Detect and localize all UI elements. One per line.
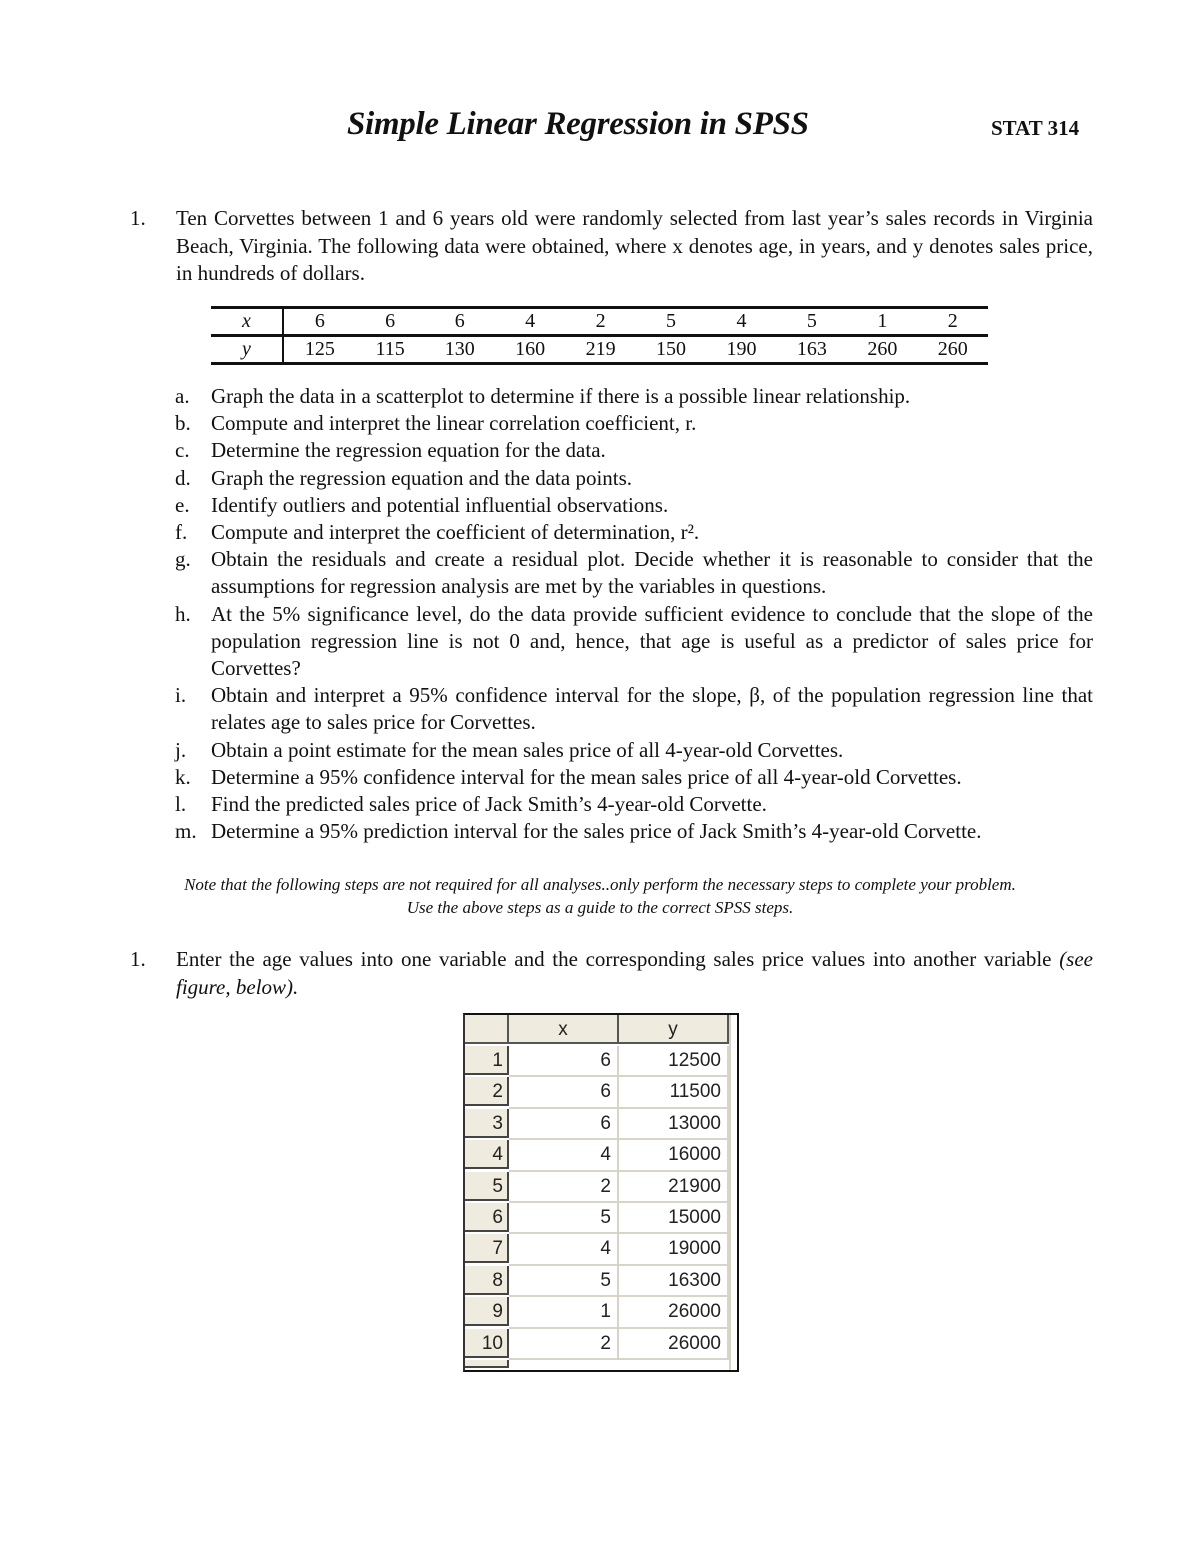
row-number-empty[interactable] — [465, 1360, 509, 1368]
x-value: 5 — [777, 308, 847, 336]
task-item — [175, 601, 1093, 683]
grid-row — [465, 1140, 737, 1171]
cell-y[interactable]: 16300 — [619, 1266, 729, 1297]
grid-row — [465, 1109, 737, 1140]
y-value: 163 — [777, 336, 847, 364]
grid-row — [465, 1234, 737, 1265]
row-number[interactable]: 9 — [465, 1297, 509, 1326]
steps-note — [100, 873, 1100, 919]
y-value: 260 — [918, 336, 988, 364]
column-header-y[interactable]: y — [619, 1015, 729, 1044]
cell-y[interactable]: 26000 — [619, 1297, 729, 1328]
y-value: 160 — [495, 336, 565, 364]
grid-row — [465, 1203, 737, 1234]
row-number[interactable]: 2 — [465, 1077, 509, 1106]
task-text: Compute and interpret the linear correlation coefficient, r. — [211, 411, 697, 436]
task-text: Determine a 95% confidence interval for the mean sales price of all 4-year-old Corvettes. — [211, 764, 962, 789]
task-text: Obtain and interpret a 95% confidence interval for the slope, β, of the population regression line that relates age to sales price for Corvettes. — [211, 683, 1093, 735]
task-item — [175, 818, 1093, 845]
data-table-row-x — [211, 308, 988, 336]
cell-x[interactable]: 6 — [509, 1109, 619, 1140]
page-header — [0, 106, 1200, 150]
task-letter: a. — [175, 384, 190, 408]
x-label: x — [211, 308, 283, 336]
task-letter: i. — [175, 683, 187, 708]
task-text: At the 5% significance level, do the data provide sufficient evidence to conclude that the slope of the population regression line is not 0 and, hence, that age is useful as a predictor of sales price for Corvettes? — [211, 601, 1093, 681]
cell-y[interactable]: 15000 — [619, 1203, 729, 1234]
task-text: Obtain a point estimate for the mean sales price of all 4-year-old Corvettes. — [211, 737, 844, 762]
x-value: 6 — [424, 308, 494, 336]
row-number[interactable]: 8 — [465, 1266, 509, 1295]
x-value: 4 — [706, 308, 776, 336]
task-letter: d. — [175, 465, 191, 490]
task-item — [175, 546, 1093, 600]
cell-y[interactable]: 12500 — [619, 1046, 729, 1077]
task-item — [175, 791, 1093, 818]
y-label: y — [211, 336, 283, 364]
y-value: 125 — [283, 336, 356, 364]
row-number[interactable]: 6 — [465, 1203, 509, 1232]
task-letter: e. — [175, 492, 190, 517]
x-value: 5 — [636, 308, 706, 336]
task-letter: m. — [175, 819, 197, 844]
grid-row — [465, 1077, 737, 1108]
grid-row — [465, 1172, 737, 1203]
grid-row — [465, 1297, 737, 1328]
x-value: 6 — [283, 308, 356, 336]
task-text: Identify outliers and potential influential observations. — [211, 492, 669, 517]
x-value: 4 — [495, 308, 565, 336]
column-header-x[interactable]: x — [509, 1015, 619, 1044]
grid-row-empty — [465, 1360, 737, 1368]
problem-text: Ten Corvettes between 1 and 6 years old were randomly selected from last year’s sales records in Virginia Beach, Virginia. The following data were obtained, where x denotes age, in years, and y denotes sales price, in hundreds of dollars. — [176, 206, 1093, 285]
grid-row — [465, 1266, 737, 1297]
cell-x[interactable]: 4 — [509, 1234, 619, 1265]
task-item — [175, 737, 1093, 764]
task-text: Compute and interpret the coefficient of determination, r². — [211, 520, 700, 545]
task-item — [175, 410, 1093, 437]
task-letter: l. — [175, 792, 187, 817]
task-letter: g. — [175, 547, 191, 572]
cell-x[interactable]: 6 — [509, 1077, 619, 1108]
grid-row — [465, 1046, 737, 1077]
x-value: 1 — [847, 308, 917, 336]
cell-x[interactable]: 1 — [509, 1297, 619, 1328]
cell-y[interactable]: 26000 — [619, 1329, 729, 1360]
step-instruction: Enter the age values into one variable and the corresponding sales price values into another variable — [176, 947, 1060, 971]
task-letter: h. — [175, 601, 191, 626]
task-text: Find the predicted sales price of Jack Smith’s 4-year-old Corvette. — [211, 792, 767, 817]
task-list — [175, 383, 1093, 845]
task-text: Obtain the residuals and create a residual plot. Decide whether it is reasonable to consider that the assumptions for regression analysis are met by the variables in questions. — [211, 547, 1093, 599]
task-item — [175, 465, 1093, 492]
corner-cell — [465, 1015, 509, 1044]
task-text: Graph the regression equation and the data points. — [211, 465, 633, 490]
page-title: Simple Linear Regression in SPSS — [347, 106, 809, 142]
task-letter: k. — [175, 764, 191, 789]
task-item — [175, 492, 1093, 519]
course-code: STAT 314 — [991, 116, 1080, 140]
x-value: 2 — [918, 308, 988, 336]
task-item — [175, 764, 1093, 791]
y-value: 115 — [356, 336, 425, 364]
x-value: 2 — [565, 308, 635, 336]
cell-y[interactable]: 19000 — [619, 1234, 729, 1265]
row-number[interactable]: 10 — [465, 1329, 509, 1358]
step-text — [176, 946, 1093, 1001]
note-line-2: Use the above steps as a guide to the correct SPSS steps. — [406, 898, 794, 917]
task-item — [175, 437, 1093, 464]
cell-x[interactable]: 2 — [509, 1329, 619, 1360]
cell-x[interactable]: 5 — [509, 1203, 619, 1234]
task-item — [175, 519, 1093, 546]
row-number[interactable]: 5 — [465, 1172, 509, 1201]
cell-y[interactable]: 13000 — [619, 1109, 729, 1140]
y-value: 150 — [636, 336, 706, 364]
row-number[interactable]: 4 — [465, 1140, 509, 1169]
grid-row — [465, 1329, 737, 1360]
task-letter: b. — [175, 411, 191, 436]
task-item — [175, 383, 1093, 410]
cell-x[interactable]: 6 — [509, 1046, 619, 1077]
y-value: 130 — [424, 336, 494, 364]
task-letter: c. — [175, 438, 190, 463]
cell-x[interactable]: 2 — [509, 1172, 619, 1203]
cell-y[interactable]: 11500 — [619, 1077, 729, 1108]
y-value: 190 — [706, 336, 776, 364]
x-value: 6 — [356, 308, 425, 336]
data-table — [211, 306, 988, 365]
cell-y[interactable]: 16000 — [619, 1140, 729, 1171]
data-table-row-y — [211, 336, 988, 364]
spss-data-grid — [463, 1013, 739, 1372]
task-letter: f. — [175, 520, 188, 545]
problem-number: 1. — [130, 206, 146, 230]
cell-y[interactable]: 21900 — [619, 1172, 729, 1203]
note-line-1: Note that the following steps are not required for all analyses..only perform the necessary steps to complete your problem. — [184, 875, 1016, 894]
figure-reference: (see figure, below). — [176, 947, 1093, 999]
cell-x[interactable]: 5 — [509, 1266, 619, 1297]
row-number[interactable]: 3 — [465, 1109, 509, 1138]
row-number[interactable]: 1 — [465, 1046, 509, 1075]
y-value: 219 — [565, 336, 635, 364]
row-number[interactable]: 7 — [465, 1234, 509, 1263]
step-number: 1. — [130, 947, 146, 971]
task-text: Graph the data in a scatterplot to determine if there is a possible linear relationship. — [211, 384, 911, 408]
y-value: 260 — [847, 336, 917, 364]
task-letter: j. — [175, 737, 187, 762]
task-text: Determine the regression equation for the data. — [211, 438, 606, 463]
task-item — [175, 682, 1093, 736]
task-text: Determine a 95% prediction interval for the sales price of Jack Smith’s 4-year-old Corvette. — [211, 819, 982, 844]
cell-x[interactable]: 4 — [509, 1140, 619, 1171]
